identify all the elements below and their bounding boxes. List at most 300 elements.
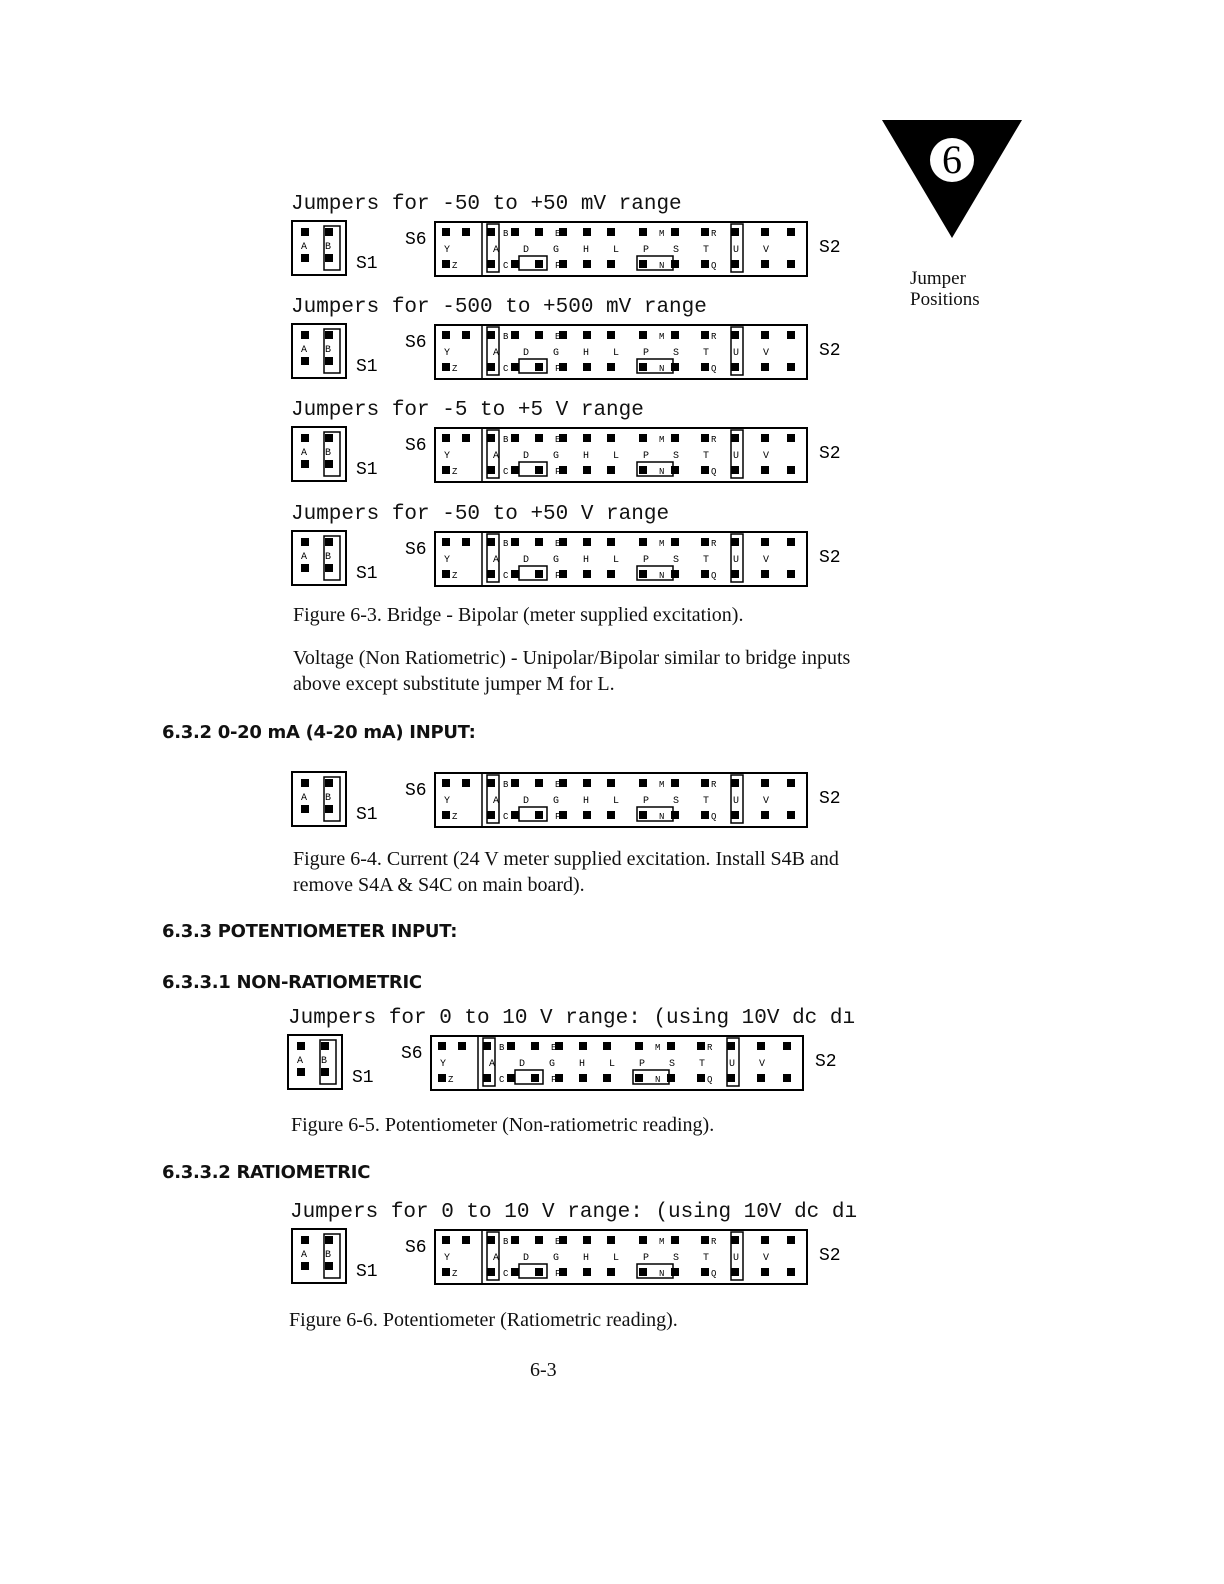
pin (727, 1074, 735, 1082)
s1-pin-label: A (301, 448, 308, 459)
s2-pin-label: L (613, 555, 620, 566)
s1-label: S1 (356, 564, 378, 584)
s2-pin-label: G (553, 796, 560, 807)
pin (301, 564, 309, 572)
tab-label-line1: Jumper (910, 268, 966, 289)
diagram-caption: Jumpers for -50 to +50 mV range (291, 193, 682, 216)
s2-pin-label: E (555, 435, 561, 445)
pin (761, 466, 769, 474)
s1-pin-label: A (301, 242, 308, 253)
s2-pin-label: N (659, 812, 665, 822)
s2-pin-label: H (583, 348, 590, 359)
pin (783, 1074, 791, 1082)
pin (511, 434, 519, 442)
pin (301, 779, 309, 787)
pin (535, 538, 543, 546)
s2-pin-label: U (733, 451, 740, 462)
s2-pin-label: F (555, 1269, 561, 1279)
s2-pin-label: M (659, 332, 665, 342)
s2-pin-label: T (699, 1059, 706, 1070)
pin (639, 466, 647, 474)
pin (701, 331, 709, 339)
pin (731, 363, 739, 371)
pin (442, 228, 450, 236)
s2-pin-label: P (639, 1059, 646, 1070)
s2-pin-label: S (669, 1059, 676, 1070)
pin (671, 1236, 679, 1244)
pin (301, 357, 309, 365)
pin (671, 570, 679, 578)
s2-pin-label: P (643, 348, 650, 359)
s2-pin-label: T (703, 451, 710, 462)
pin (701, 228, 709, 236)
pin (697, 1074, 705, 1082)
diagram-caption: Jumpers for -50 to +50 V range (291, 503, 670, 526)
jumper-diagram (291, 323, 851, 383)
pin (325, 331, 333, 339)
s1-pin-label: B (325, 242, 332, 253)
s2-pin-label: F (555, 261, 561, 271)
s2-pin-label: C (503, 364, 509, 374)
s2-pin-label: D (523, 348, 530, 359)
pin (761, 363, 769, 371)
s2-pin-label: F (555, 467, 561, 477)
pin (325, 564, 333, 572)
s2-pin-label: B (503, 1237, 509, 1247)
s2-pin-label: H (583, 451, 590, 462)
s2-pin-label: R (711, 1237, 717, 1247)
pin (761, 228, 769, 236)
s2-pin-label: R (711, 332, 717, 342)
pin (462, 331, 470, 339)
pin (511, 811, 519, 819)
pin (583, 570, 591, 578)
s2-pin-label: N (659, 571, 665, 581)
pin (462, 228, 470, 236)
pin (301, 1236, 309, 1244)
s2-pin-label: T (703, 796, 710, 807)
s2-pin-label: N (655, 1075, 661, 1085)
pin (487, 811, 495, 819)
s6-label: S6 (405, 230, 427, 250)
pin (583, 434, 591, 442)
figure-6-5-caption: Figure 6-5. Potentiometer (Non-ratiometric reading). (291, 1114, 715, 1136)
section-heading-6-3-3-2: 6.3.3.2 RATIOMETRIC (162, 1162, 371, 1183)
s6-pin-label: Z (452, 261, 458, 271)
s2-pin-label: A (493, 245, 500, 256)
s2-label: S2 (819, 341, 841, 361)
pin (487, 779, 495, 787)
pin (511, 570, 519, 578)
s2-pin-label: K (607, 1237, 613, 1247)
s2-pin-label: C (503, 812, 509, 822)
pin (583, 260, 591, 268)
diagram-caption: Jumpers for 0 to 10 V range: (using 10V dc dı (290, 1201, 858, 1224)
jumper-diagram (291, 771, 851, 831)
pin (511, 779, 519, 787)
pin (639, 363, 647, 371)
pin (438, 1042, 446, 1050)
pin (487, 434, 495, 442)
pin (583, 779, 591, 787)
s2-pin-label: J (603, 1075, 609, 1085)
s1-pin-label: B (325, 793, 332, 804)
pin (487, 331, 495, 339)
pin (301, 254, 309, 262)
s2-pin-label: G (553, 451, 560, 462)
s1-pin-label: B (325, 345, 332, 356)
s2-pin-label: U (733, 348, 740, 359)
s2-pin-label: A (489, 1059, 496, 1070)
s2-pin-label: J (607, 812, 613, 822)
pin (325, 1236, 333, 1244)
s2-pin-label: B (503, 435, 509, 445)
s2-pin-label: Q (711, 261, 717, 271)
pin (761, 811, 769, 819)
pin (787, 538, 795, 546)
s2-pin-label: Q (711, 571, 717, 581)
s2-pin-label: P (643, 555, 650, 566)
s2-label: S2 (815, 1052, 837, 1072)
section-heading-6-3-2: 6.3.2 0-20 mA (4-20 mA) INPUT: (162, 722, 476, 743)
s6-pin-label: Z (452, 1269, 458, 1279)
pin (731, 260, 739, 268)
s6-pin-label: Z (448, 1075, 454, 1085)
s2-pin-label: F (555, 364, 561, 374)
pin (701, 1268, 709, 1276)
pin (639, 811, 647, 819)
s2-pin-label: B (503, 539, 509, 549)
s2-pin-label: N (659, 467, 665, 477)
pin (507, 1042, 515, 1050)
pin (531, 1042, 539, 1050)
pin (487, 260, 495, 268)
pin (639, 228, 647, 236)
s2-pin-label: L (613, 348, 620, 359)
s2-pin-label: P (643, 1253, 650, 1264)
pin (325, 805, 333, 813)
pin (667, 1042, 675, 1050)
s2-label: S2 (819, 238, 841, 258)
pin (487, 1268, 495, 1276)
pin (701, 570, 709, 578)
pin (511, 228, 519, 236)
s2-pin-label: M (659, 1237, 665, 1247)
s2-pin-label: F (551, 1075, 557, 1085)
s2-pin-label: K (607, 229, 613, 239)
pin (635, 1042, 643, 1050)
pin (535, 570, 543, 578)
pin (462, 434, 470, 442)
diagram-caption: Jumpers for -500 to +500 mV range (291, 296, 707, 319)
pin (442, 260, 450, 268)
pin (731, 331, 739, 339)
pin (579, 1042, 587, 1050)
s2-pin-label: N (659, 364, 665, 374)
s2-pin-label: A (493, 348, 500, 359)
pin (535, 260, 543, 268)
s6-label: S6 (401, 1044, 423, 1064)
pin (639, 538, 647, 546)
pin (697, 1042, 705, 1050)
diagram-caption: Jumpers for 0 to 10 V range: (using 10V dc dı (288, 1007, 856, 1030)
s2-pin-label: S (673, 451, 680, 462)
s2-pin-label: A (493, 1253, 500, 1264)
pin (583, 1236, 591, 1244)
s2-pin-label: R (711, 229, 717, 239)
s2-pin-label: A (493, 451, 500, 462)
pin (535, 434, 543, 442)
jumper-diagram (291, 530, 851, 590)
s2-pin-label: M (655, 1043, 661, 1053)
s2-pin-label: R (711, 435, 717, 445)
section-heading-6-3-3-1: 6.3.3.1 NON-RATIOMETRIC (162, 972, 422, 993)
section-heading-6-3-3: 6.3.3 POTENTIOMETER INPUT: (162, 921, 458, 942)
pin (462, 779, 470, 787)
pin (787, 1236, 795, 1244)
pin (487, 538, 495, 546)
s6-pin-label: Y (444, 245, 451, 256)
diagram-caption: Jumpers for -5 to +5 V range (291, 399, 644, 422)
pin (731, 466, 739, 474)
s2-pin-label: D (523, 555, 530, 566)
pin (535, 363, 543, 371)
s2-pin-label: L (613, 1253, 620, 1264)
s2-label: S2 (819, 444, 841, 464)
pin (639, 331, 647, 339)
pin (671, 811, 679, 819)
s6-label: S6 (405, 781, 427, 801)
pin (671, 331, 679, 339)
pin (511, 363, 519, 371)
s2-pin-label: R (711, 780, 717, 790)
s2-pin-label: F (555, 812, 561, 822)
s2-pin-label: B (499, 1043, 505, 1053)
s2-pin-label: D (523, 1253, 530, 1264)
pin (579, 1074, 587, 1082)
pin (531, 1074, 539, 1082)
pin (487, 363, 495, 371)
s2-pin-label: C (499, 1075, 505, 1085)
s2-pin-label: Q (711, 812, 717, 822)
s2-pin-label: G (553, 245, 560, 256)
s2-pin-label: D (519, 1059, 526, 1070)
s2-pin-label: Q (711, 1269, 717, 1279)
pin (761, 538, 769, 546)
s2-pin-label: K (607, 332, 613, 342)
s2-pin-label: D (523, 451, 530, 462)
s1-label: S1 (356, 357, 378, 377)
pin (462, 1236, 470, 1244)
s2-pin-label: B (503, 780, 509, 790)
s2-pin-label: Q (707, 1075, 713, 1085)
s2-pin-label: V (763, 1253, 770, 1264)
s2-pin-label: D (523, 796, 530, 807)
jumper-diagram (291, 426, 851, 486)
jumper-diagram (287, 1034, 847, 1094)
chapter-tab-label (910, 268, 980, 310)
pin (635, 1074, 643, 1082)
pin (458, 1042, 466, 1050)
s2-pin-label: E (555, 539, 561, 549)
s6-pin-label: Z (452, 364, 458, 374)
s2-label: S2 (819, 548, 841, 568)
pin (761, 260, 769, 268)
pin (639, 434, 647, 442)
s2-pin-label: E (555, 332, 561, 342)
s2-pin-label: P (643, 796, 650, 807)
s2-pin-label: T (703, 555, 710, 566)
s2-pin-label: M (659, 539, 665, 549)
s2-pin-label: S (673, 245, 680, 256)
s2-pin-label: G (553, 555, 560, 566)
pin (583, 466, 591, 474)
s2-pin-label: N (659, 261, 665, 271)
pin (535, 228, 543, 236)
pin (701, 538, 709, 546)
pin (442, 363, 450, 371)
s2-pin-label: L (613, 796, 620, 807)
pin (787, 466, 795, 474)
pin (511, 1268, 519, 1276)
pin (583, 538, 591, 546)
pin (442, 434, 450, 442)
pin (483, 1074, 491, 1082)
pin (783, 1042, 791, 1050)
s2-label: S2 (819, 789, 841, 809)
pin (511, 331, 519, 339)
s2-pin-label: H (583, 796, 590, 807)
pin (583, 228, 591, 236)
pin (442, 538, 450, 546)
s2-pin-label: E (555, 229, 561, 239)
s2-pin-label: Q (711, 467, 717, 477)
s6-pin-label: Y (444, 451, 451, 462)
pin (757, 1042, 765, 1050)
s6-pin-label: Y (444, 1253, 451, 1264)
pin (761, 779, 769, 787)
s1-pin-label: B (321, 1056, 328, 1067)
s2-pin-label: K (603, 1043, 609, 1053)
voltage-note: Voltage (Non Ratiometric) - Unipolar/Bipolar similar to bridge inputs above except substitute jumper M for L. (293, 647, 851, 695)
s2-pin-label: B (503, 229, 509, 239)
s2-pin-label: T (703, 245, 710, 256)
pin (301, 331, 309, 339)
s1-pin-label: B (325, 552, 332, 563)
s2-pin-label: E (551, 1043, 557, 1053)
pin (325, 779, 333, 787)
pin (583, 1268, 591, 1276)
pin (701, 1236, 709, 1244)
pin (701, 260, 709, 268)
pin (487, 466, 495, 474)
s2-pin-label: J (607, 261, 613, 271)
pin (731, 434, 739, 442)
pin (671, 779, 679, 787)
s2-pin-label: D (523, 245, 530, 256)
pin (325, 460, 333, 468)
s6-label: S6 (405, 1238, 427, 1258)
pin (731, 811, 739, 819)
s2-pin-label: E (555, 1237, 561, 1247)
pin (787, 779, 795, 787)
pin (301, 434, 309, 442)
pin (701, 779, 709, 787)
pin (442, 1268, 450, 1276)
s2-pin-label: V (763, 245, 770, 256)
pin (671, 538, 679, 546)
s6-pin-label: Z (452, 571, 458, 581)
pin (639, 1236, 647, 1244)
pin (787, 260, 795, 268)
s2-pin-label: B (503, 332, 509, 342)
pin (761, 1268, 769, 1276)
pin (442, 811, 450, 819)
s2-pin-label: F (555, 571, 561, 581)
s2-pin-label: U (733, 1253, 740, 1264)
s6-pin-label: Y (444, 796, 451, 807)
s6-pin-label: Y (440, 1059, 447, 1070)
pin (671, 228, 679, 236)
s2-pin-label: C (503, 261, 509, 271)
s2-pin-label: V (763, 348, 770, 359)
s1-pin-label: A (297, 1056, 304, 1067)
s2-pin-label: K (607, 539, 613, 549)
pin (511, 466, 519, 474)
figure-6-6-caption: Figure 6-6. Potentiometer (Ratiometric reading). (289, 1309, 678, 1331)
figure-6-4-caption: Figure 6-4. Current (24 V meter supplied excitation. Install S4B and remove S4A & S4C on main board). (293, 848, 839, 896)
s2-pin-label: H (583, 555, 590, 566)
s2-pin-label: J (607, 364, 613, 374)
s2-pin-label: P (643, 245, 650, 256)
s6-label: S6 (405, 333, 427, 353)
pin (731, 779, 739, 787)
pin (325, 254, 333, 262)
pin (639, 779, 647, 787)
pin (701, 363, 709, 371)
s2-pin-label: U (733, 796, 740, 807)
s2-label: S2 (819, 1246, 841, 1266)
s2-pin-label: N (659, 1269, 665, 1279)
pin (639, 570, 647, 578)
s2-pin-label: H (583, 245, 590, 256)
pin (757, 1074, 765, 1082)
pin (787, 811, 795, 819)
s2-pin-label: Q (711, 364, 717, 374)
pin (483, 1042, 491, 1050)
pin (535, 331, 543, 339)
s2-pin-label: V (759, 1059, 766, 1070)
pin (787, 1268, 795, 1276)
pin (639, 1268, 647, 1276)
s1-label: S1 (356, 254, 378, 274)
s2-pin-label: G (553, 348, 560, 359)
pin (761, 434, 769, 442)
pin (487, 570, 495, 578)
pin (667, 1074, 675, 1082)
pin (787, 331, 795, 339)
s6-label: S6 (405, 540, 427, 560)
s6-label: S6 (405, 436, 427, 456)
s2-pin-label: A (493, 555, 500, 566)
pin (787, 363, 795, 371)
pin (731, 1236, 739, 1244)
chapter-number: 6 (930, 138, 974, 182)
s1-label: S1 (356, 805, 378, 825)
page-number: 6-3 (530, 1359, 557, 1381)
s1-pin-label: A (301, 1250, 308, 1261)
s2-pin-label: V (763, 555, 770, 566)
